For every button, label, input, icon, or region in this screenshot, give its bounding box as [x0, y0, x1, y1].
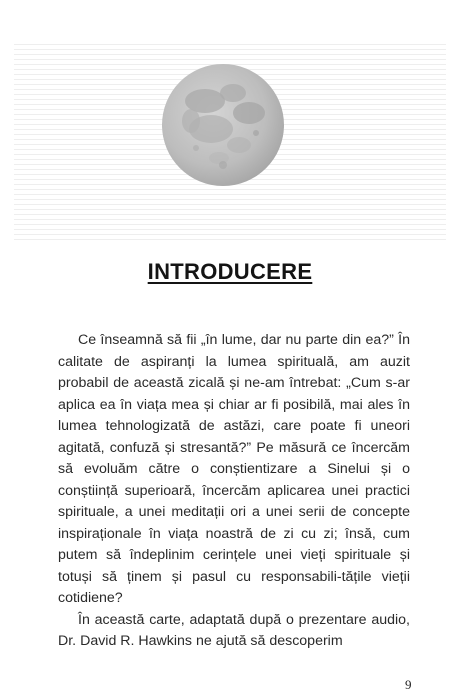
paragraph: Ce înseamnă să fii „în lume, dar nu parte din ea?” În calitate de aspiranți la lumea spirituală, am auzit probabil de această zicală și ne-am întrebat: „Cum s-ar aplica ea în viața mea și chiar ar fi posibilă, mai ales în lumea tehnologizată de astăzi, care poate fi uneori agitată, confuză și stresantă?” Pe măsură ce încercăm să evoluăm către o conștientizare a Sinelui și o conștiință superioară, încercăm aplicarea unei practici spirituale, a unei meditații ori a unei serii de concepte inspiraționale în viața noastră de zi cu zi; însă, cum putem să îndeplinim cerințele unei vieți spirituale și totuși să ținem și pasul cu responsabili-tățile vieții cotidiene?: [58, 332, 410, 606]
paragraph: În această carte, adaptată după o prezentare audio, Dr. David R. Hawkins ne ajută să descoperim: [58, 611, 410, 649]
body-text: [58, 330, 410, 653]
chapter-title: INTRODUCERE: [147, 259, 313, 284]
full-moon-icon: [161, 63, 285, 187]
page-number: 9: [405, 677, 412, 692]
